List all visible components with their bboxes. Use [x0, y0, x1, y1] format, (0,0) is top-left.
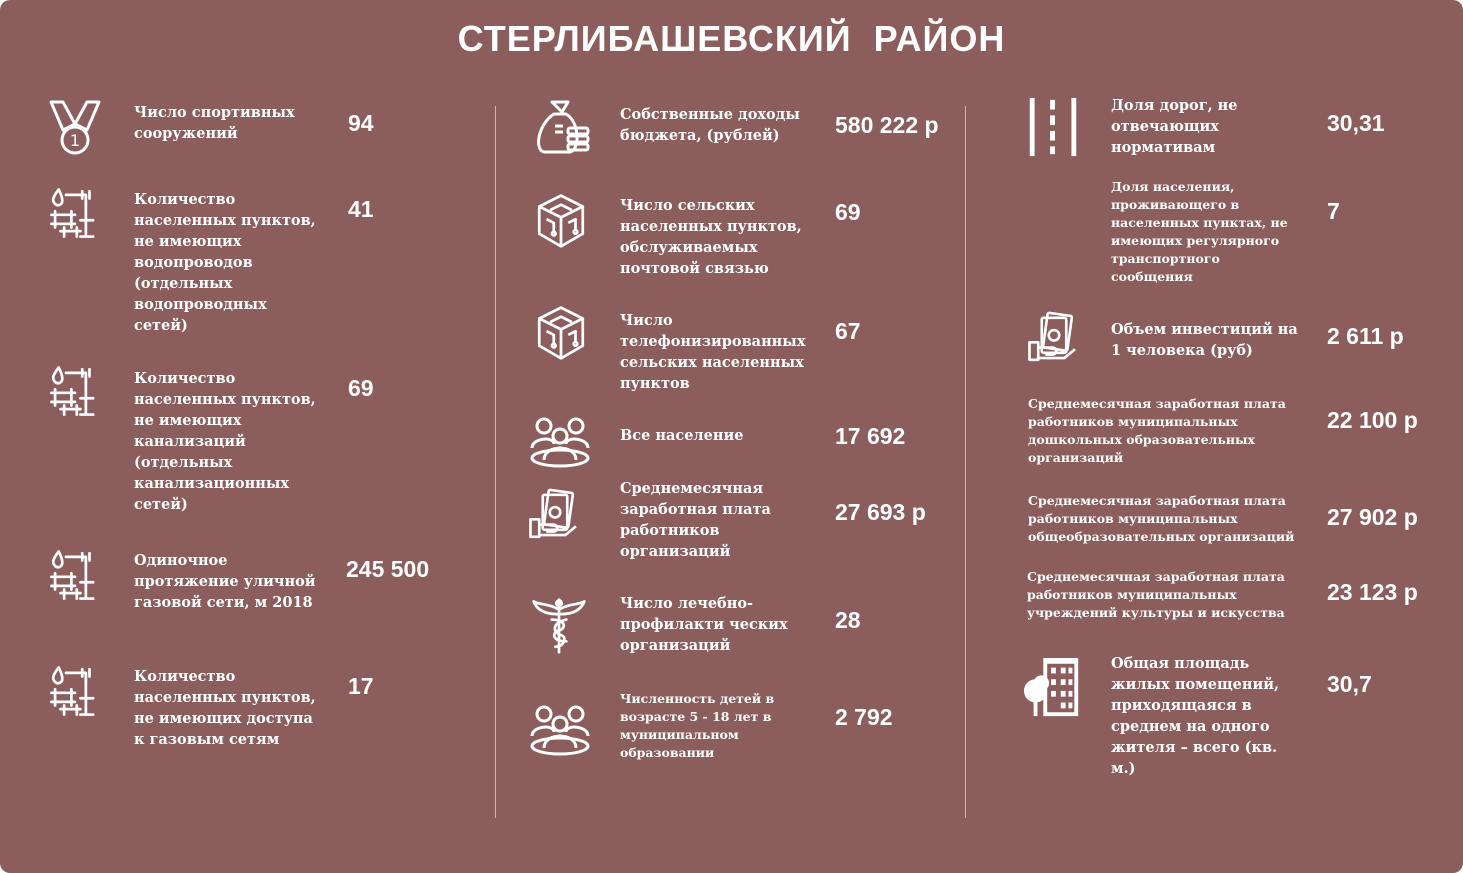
stat-label: Общая площадь жилых помещений, приходящаяся в среднем на одного жителя – всего (кв. м.)	[1111, 655, 1280, 777]
stat-label: Доля населения, проживающего в населенных пунктах, не имеющих регулярного транспортного сообщения	[1111, 179, 1288, 284]
column-divider	[495, 106, 496, 818]
people-group-icon	[528, 408, 592, 472]
stat-value: 22 100 р	[1327, 407, 1418, 433]
stat-value: 28	[835, 607, 861, 633]
stat-label: Доля дорог, не отвечающих нормативам	[1111, 97, 1238, 156]
stat-value: 23 123 р	[1327, 579, 1418, 605]
stat-label: Все население	[620, 427, 744, 444]
stat-value: 30,31	[1327, 110, 1385, 136]
money-bag-icon	[530, 96, 594, 160]
page-title: СТЕРЛИБАШЕВСКИЙ РАЙОН	[457, 18, 1006, 59]
cash-hand-icon	[1026, 309, 1082, 365]
stat-value: 27 902 р	[1327, 504, 1418, 530]
gas-pipe-icon	[46, 546, 104, 604]
road-icon	[1022, 96, 1084, 158]
stat-label: Среднемесячная заработная плата работников муниципальных учреждений культуры и искусства	[1027, 569, 1285, 620]
stat-label: Число сельских населенных пунктов, обслуживаемых почтовой связью	[620, 197, 802, 277]
stat-label: Среднемесячная заработная плата работников организаций	[620, 480, 771, 560]
network-cube-icon	[532, 304, 590, 362]
stat-label: Количество населенных пунктов, не имеющих доступа к газовым сетям	[134, 668, 316, 748]
stat-value: 7	[1327, 198, 1340, 224]
stat-value: 69	[835, 199, 861, 225]
stat-value: 2 792	[835, 704, 893, 730]
cash-hand-icon	[527, 486, 583, 542]
network-cube-icon	[532, 192, 590, 250]
water-pipe-icon	[46, 184, 104, 242]
stat-label: Число спортивных сооружений	[134, 104, 295, 142]
stat-value: 67	[835, 318, 861, 344]
stat-value: 580 222 р	[835, 112, 939, 138]
stat-value: 27 693 р	[835, 499, 926, 525]
water-pipe-icon	[46, 362, 104, 420]
stat-value: 41	[348, 196, 374, 222]
gas-pipe-icon	[46, 662, 104, 720]
people-group-icon	[528, 696, 592, 760]
stat-label: Количество населенных пунктов, не имеющих канализаций (отдельных канализационных сетей)	[134, 370, 316, 513]
stat-value: 245 500	[346, 556, 430, 582]
caduceus-icon	[530, 596, 588, 654]
stat-label: Одиночное протяжение уличной газовой сети, м 2018	[134, 552, 316, 611]
building-icon	[1022, 656, 1084, 718]
stat-label: Число телефонизированных сельских населенных пунктов	[620, 312, 806, 392]
stat-label: Среднемесячная заработная плата работников муниципальных дошкольных образовательных организаций	[1028, 396, 1286, 465]
stat-value: 94	[348, 110, 374, 136]
column-divider	[965, 106, 966, 818]
stat-label: Среднемесячная заработная плата работников муниципальных общеобразовательных организаций	[1028, 493, 1295, 544]
stat-label: Число лечебно-профилакти ческих организаций	[620, 595, 788, 654]
stat-value: 17	[348, 673, 374, 699]
stat-value: 17 692	[835, 423, 906, 449]
stat-value: 69	[348, 375, 374, 401]
stat-label: Собственные доходы бюджета, (рублей)	[620, 106, 800, 144]
stat-value: 2 611 р	[1327, 323, 1404, 349]
stat-value: 30,7	[1327, 671, 1372, 697]
stat-label: Объем инвестиций на 1 человека (руб)	[1111, 321, 1298, 359]
stat-label: Численность детей в возрасте 5 - 18 лет в муниципальном образовании	[620, 691, 775, 760]
medal-icon	[43, 96, 107, 160]
stat-label: Количество населенных пунктов, не имеющих водопроводов (отдельных водопроводных сетей)	[134, 191, 316, 334]
